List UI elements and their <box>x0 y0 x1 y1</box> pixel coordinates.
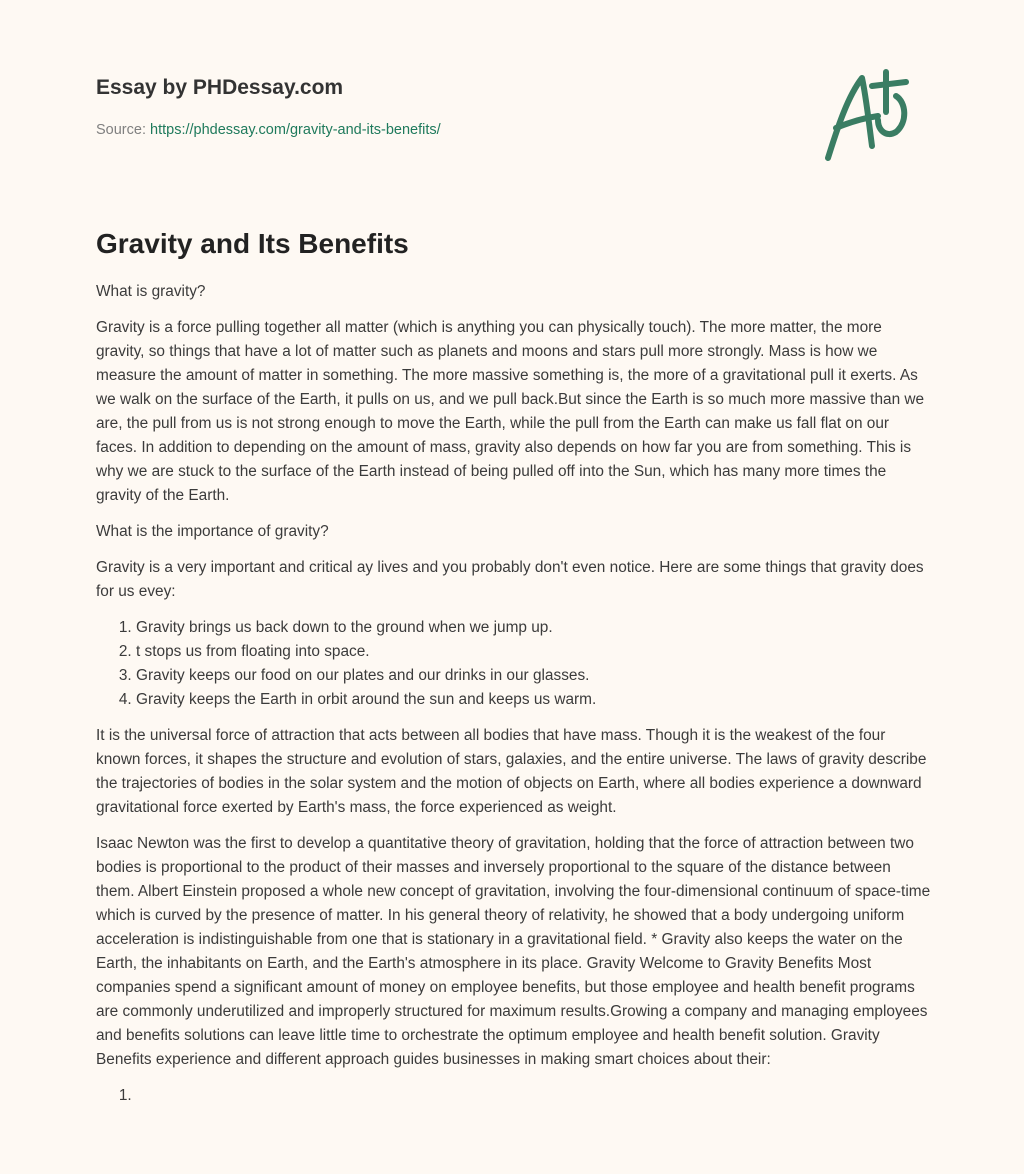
gravity-benefits-list <box>96 616 932 712</box>
benefits-choices-list <box>96 1084 932 1108</box>
source-link[interactable]: https://phdessay.com/gravity-and-its-benefits/ <box>150 122 441 138</box>
question-heading: What is gravity? <box>96 283 206 300</box>
a-plus-logo-icon <box>820 66 930 166</box>
paragraph: Gravity is a very important and critical ay lives and you probably don't even notice. Here are some things that gravity does for us evey: <box>96 559 924 600</box>
paragraph: Gravity is a force pulling together all matter (which is anything you can physically touch). The more matter, the more gravity, so things that have a lot of matter such as planets and moons and stars pull more strongly. Mass is how we measure the amount of matter in something. The more massive something is, the more of a gravitational pull it exerts. As we walk on the surface of the Earth, it pulls on us, and we pull back.But since the Earth is so much more massive than we are, the pull from us is not strong enough to move the Earth, while the pull from the Earth can make us fall flat on our faces. In addition to depending on the amount of mass, gravity also depends on how far you are from something. This is why we are stuck to the surface of the Earth instead of being pulled off into the Sun, which has many more times the gravity of the Earth. <box>96 319 925 504</box>
essay-header <box>96 76 441 138</box>
paragraph: It is the universal force of attraction that acts between all bodies that have mass. Though it is the weakest of the four known forces, it shapes the structure and evolution of stars, galaxies, and the entire universe. The laws of gravity describe the trajectories of bodies in the solar system and the motion of objects on Earth, where all bodies experience a downward gravitational force exerted by Earth's mass, the force experienced as weight. <box>96 727 927 816</box>
source-line <box>96 122 441 138</box>
question-heading: What is the importance of gravity? <box>96 523 329 540</box>
paragraph: Isaac Newton was the first to develop a quantitative theory of gravitation, holding that the force of attraction between two bodies is proportional to the product of their masses and inversely proportional to the square of the distance between them. Albert Einstein proposed a whole new concept of gravitation, involving the four-dimensional continuum of space-time which is curved by the presence of matter. In his general theory of relativity, he showed that a body undergoing uniform acceleration is indistinguishable from one that is stationary in a gravitational field. * Gravity also keeps the water on the Earth, the inhabitants on Earth, and the Earth's atmosphere in its place. Gravity Welcome to Gravity Benefits Most companies spend a significant amount of money on employee benefits, but those employee and health benefit programs are commonly underutilized and improperly structured for maximum results.Growing a company and managing employees and benefits solutions can leave little time to orchestrate the optimum employee and health benefit solution. Gravity Benefits experience and different approach guides businesses in making smart choices about their: <box>96 835 931 1068</box>
list-item: 3. Gravity keeps our food on our plates and our drinks in our glasses. <box>136 664 932 688</box>
essay-content <box>96 228 932 1120</box>
essay-title: Gravity and Its Benefits <box>96 228 409 259</box>
list-item: 4. Gravity keeps the Earth in orbit around the sun and keeps us warm. <box>136 688 932 712</box>
list-item: 2. t stops us from floating into space. <box>136 640 932 664</box>
list-item <box>136 1084 932 1108</box>
brand-title: Essay by PHDessay.com <box>96 76 344 99</box>
source-label: Source: <box>96 122 146 138</box>
list-item: 1. Gravity brings us back down to the ground when we jump up. <box>136 616 932 640</box>
